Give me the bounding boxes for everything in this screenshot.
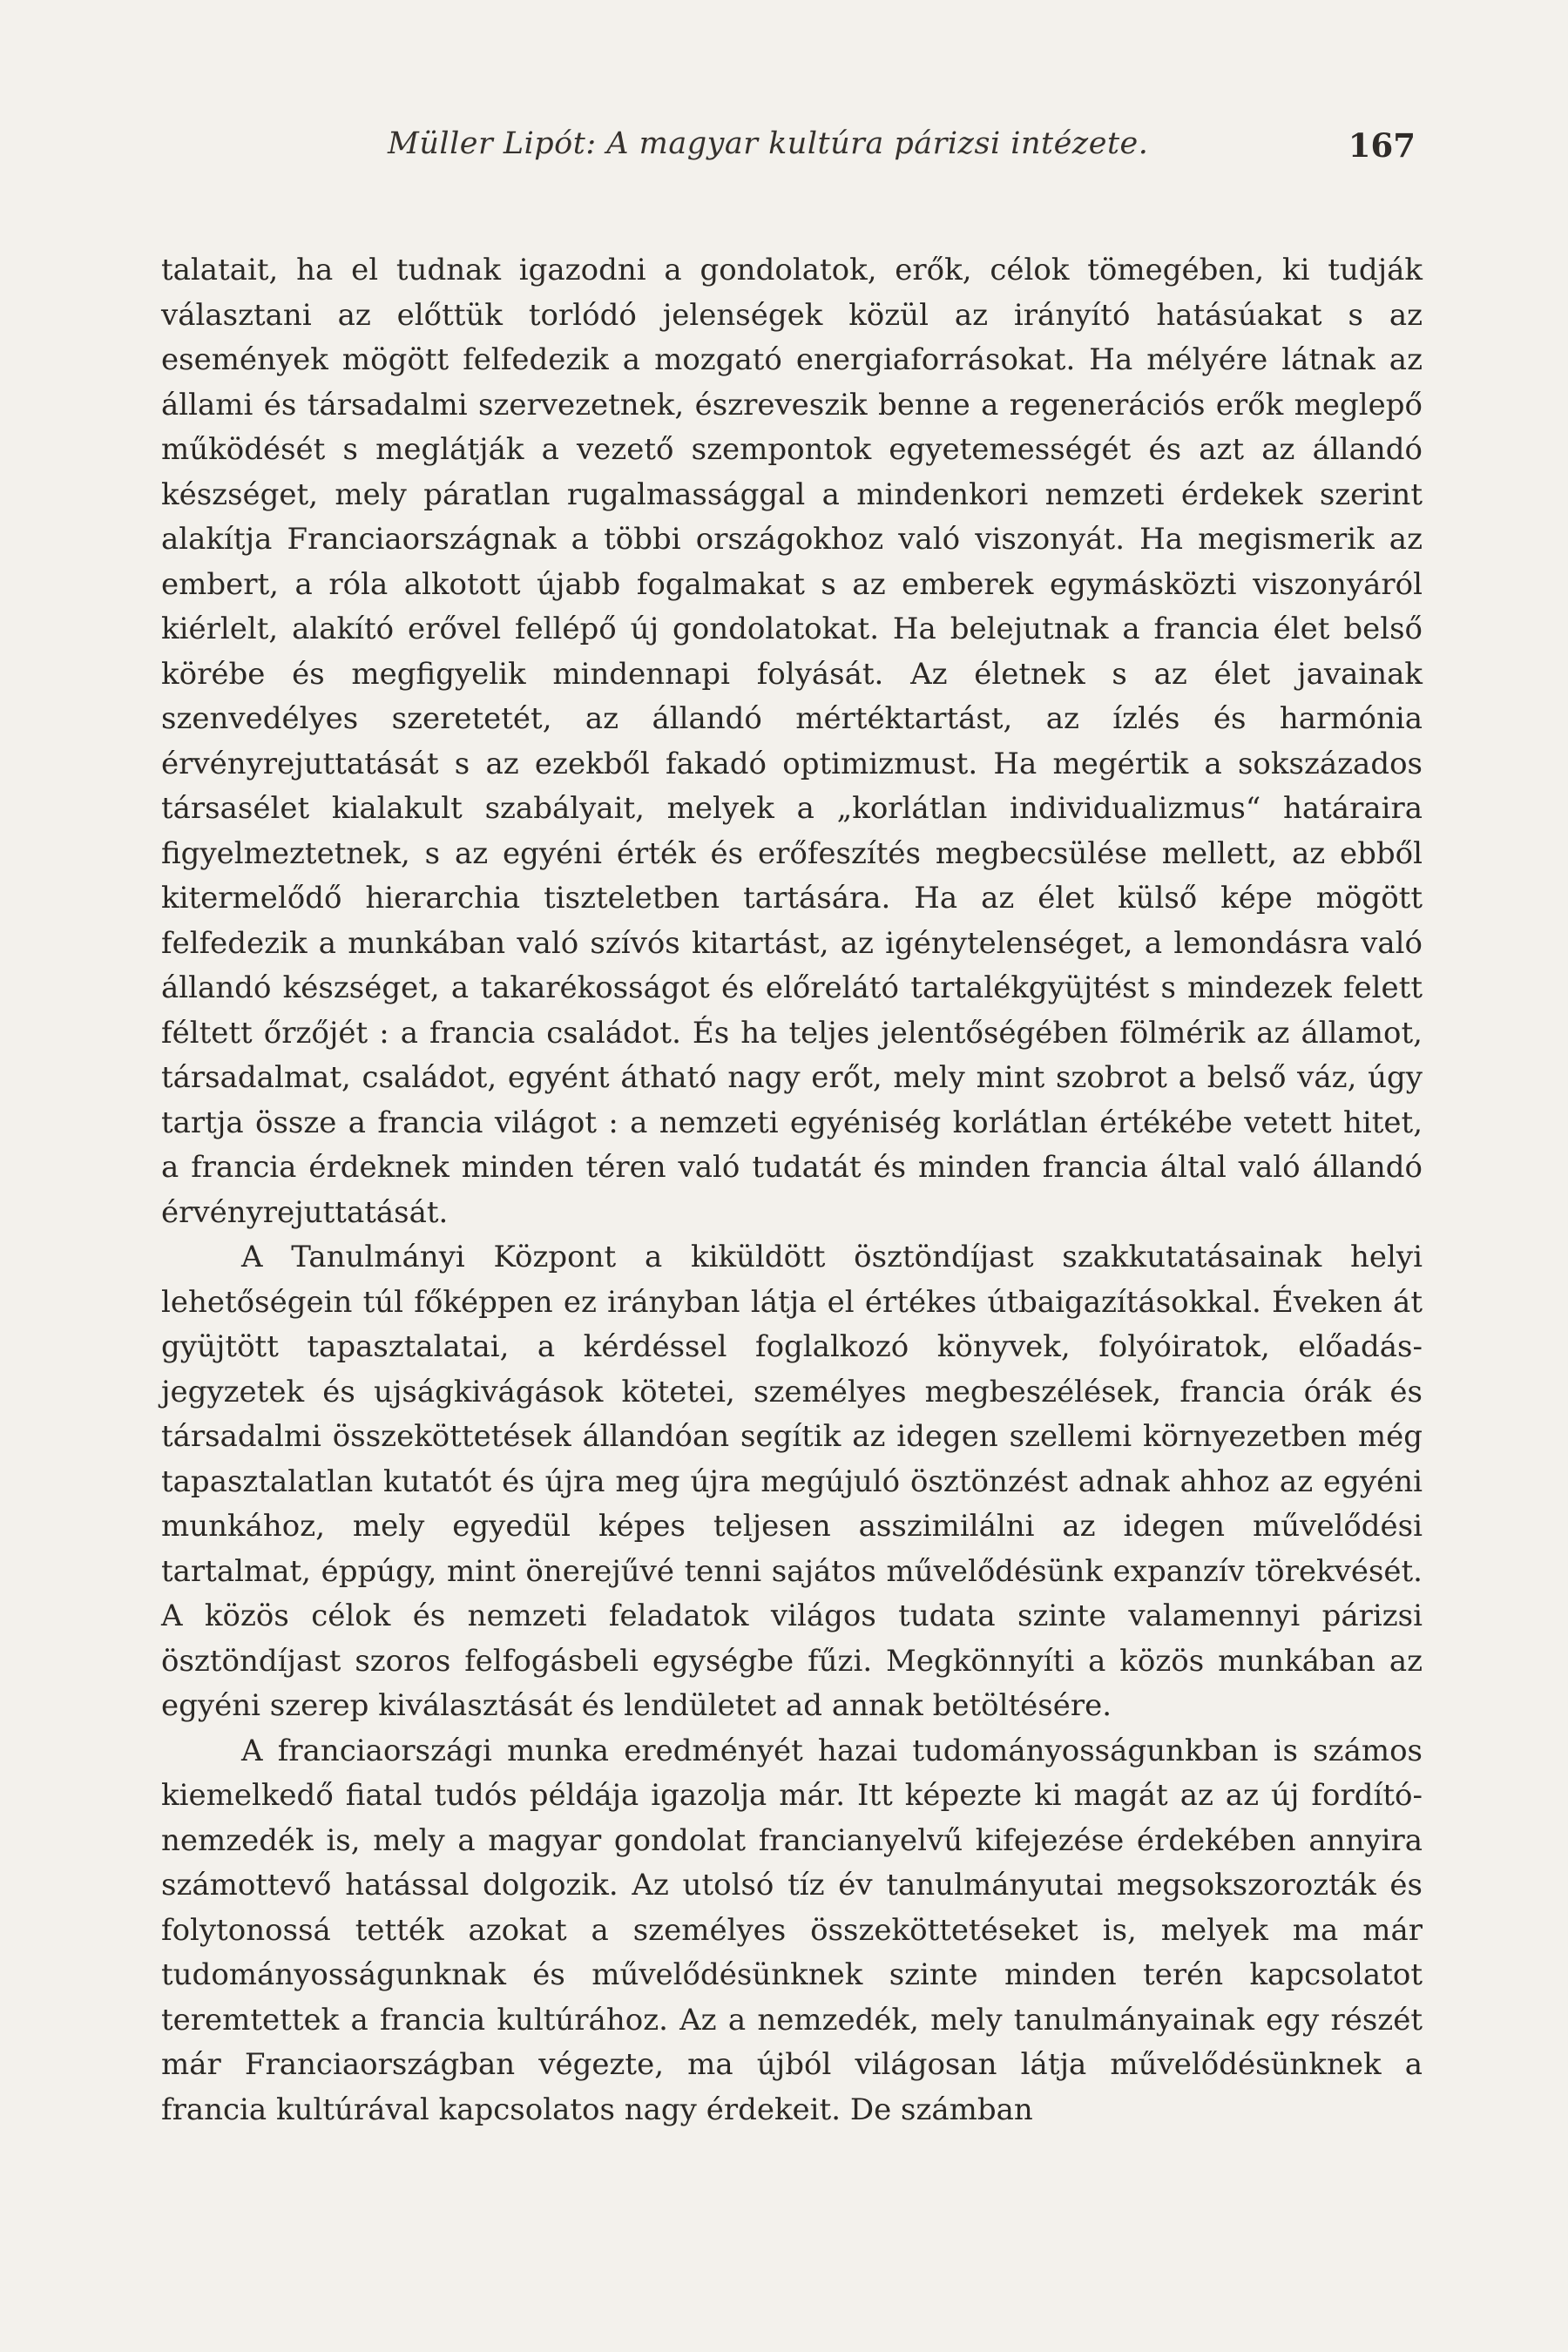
- body-text: [161, 248, 1423, 2132]
- paragraph-results: A franciaországi munka eredményét hazai tudományosságunkban is számos kiemelkedő fiatal tudós példája igazolja már. Itt képezte ki magát az az új fordító-nemzedék is, mely a magyar gondolat francianyelvű kifejezése érdekében annyira számottevő hatással dolgozik. Az utolsó tíz év tanulmányutai megsokszorozták és folytonossá tették azokat a személyes összeköttetéseket is, melyek ma már tudományosságunknak és művelődésünknek szinte minden terén kapcsolatot teremtettek a francia kultúrához. Az a nemzedék, mely tanulmányainak egy részét már Franciaországban végezte, ma újból világosan látja művelődésünknek a francia kultúrával kapcsolatos nagy érdekeit. De számban: [161, 1733, 1423, 2127]
- running-title: Müller Lipót: A magyar kultúra párizsi intézete.: [388, 126, 1149, 161]
- page-number: 167: [1348, 126, 1416, 165]
- running-header: [161, 126, 1416, 172]
- paragraph-continued: talatait, ha el tudnak igazodni a gondolatok, erők, célok tömegében, ki tudják választani az előttük torlódó jelenségek közül az irányító hatásúakat s az események mögött felfedezik a mozgató energiaforrásokat. Ha mélyére látnak az állami és társadalmi szervezetnek, észreveszik benne a regenerációs erők meglepő működését s meglátják a vezető szempontok egyetemességét és azt az állandó készséget, mely páratlan rugalmassággal a mindenkori nemzeti érdekek szerint alakítja Franciaországnak a többi országokhoz való viszonyát. Ha megismerik az embert, a róla alkotott újabb fogalmakat s az emberek egymásközti viszonyáról kiérlelt, alakító erővel fellépő új gondolatokat. Ha belejutnak a francia élet belső körébe és megfigyelik mindennapi folyását. Az életnek s az élet javainak szenvedélyes szeretetét, az állandó mértéktartást, az ízlés és harmónia érvényrejuttatását s az ezekből fakadó optimizmust. Ha megértik a sokszázados társasélet kialakult szabályait, melyek a „korlátlan individualizmus“ határaira figyelmeztetnek, s az egyéni érték és erőfeszítés megbecsülése mellett, az ebből kitermelődő hierarchia tiszteletben tartására. Ha az élet külső képe mögött felfedezik a munkában való szívós kitartást, az igénytelenséget, a lemondásra való állandó készséget, a takarékosságot és előrelátó tartalékgyüjtést s mindezek felett féltett őrzőjét : a francia családot. És ha teljes jelentőségében fölmérik az államot, társadalmat, családot, egyént átható nagy erőt, mely mint szobrot a belső váz, úgy tartja össze a francia világot : a nemzeti egyéniség korlátlan értékébe vetett hitet, a francia érdeknek minden téren való tudatát és minden francia által való állandó érvényrejuttatását.: [161, 253, 1423, 1230]
- paragraph-study-center: A Tanulmányi Központ a kiküldött ösztöndíjast szakkutatásainak helyi lehetőségein túl főképpen ez irányban látja el értékes útbaigazításokkal. Éveken át gyüjtött tapasztalatai, a kérdéssel foglalkozó könyvek, folyóiratok, előadás-jegyzetek és ujságkivágások kötetei, személyes megbeszélések, francia órák és társadalmi összeköttetések állandóan segítik az idegen szellemi környezetben még tapasztalatlan kutatót és újra meg újra megújuló ösztönzést adnak ahhoz az egyéni munkához, mely egyedül képes teljesen asszimilálni az idegen művelődési tartalmat, éppúgy, mint önerejűvé tenni sajátos művelődésünk expanzív törekvését. A közös célok és nemzeti feladatok világos tudata szinte valamennyi párizsi ösztöndíjast szoros felfogásbeli egységbe fűzi. Megkönnyíti a közös munkában az egyéni szerep kiválasztását és lendületet ad annak betöltésére.: [161, 1240, 1423, 1723]
